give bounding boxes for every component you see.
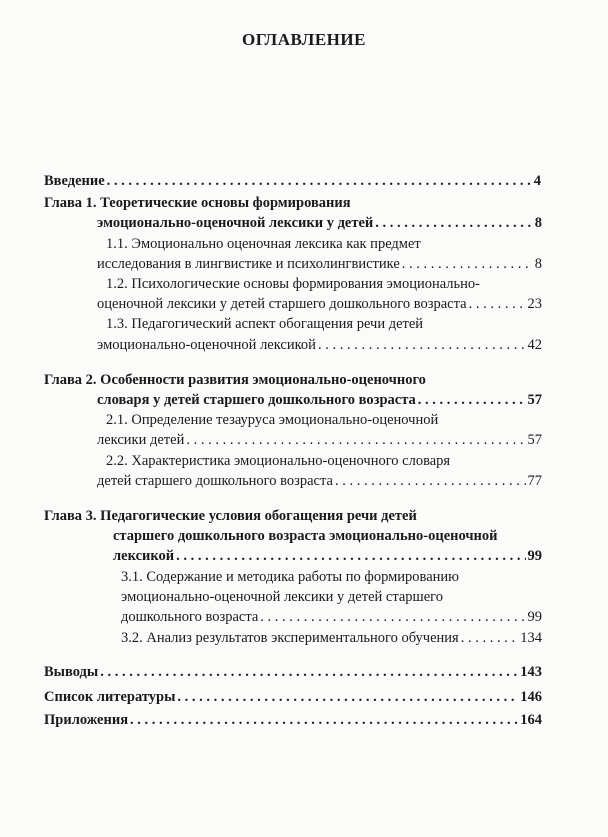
page-title: ОГЛАВЛЕНИЕ (242, 30, 366, 49)
chapter-2-title-line2: словаря у детей старшего дошкольного возраста (97, 392, 416, 408)
toc-entry-page: 146 (520, 689, 542, 705)
dot-leader (335, 472, 526, 490)
toc-entry-section-1-2 (97, 295, 542, 313)
dot-leader (176, 547, 525, 565)
toc-entry-page: 57 (527, 432, 542, 448)
dot-leader (260, 608, 525, 626)
dot-leader (177, 688, 518, 706)
toc-entry-section-3-2 (121, 629, 542, 647)
toc-entry-page: 8 (534, 215, 542, 231)
section-3-2-line1: 3.2. Анализ результатов экспериментального обучения (121, 630, 459, 646)
chapter-3-title-line3: лексикой (113, 548, 175, 564)
toc-entry-references (44, 688, 542, 706)
toc-entry-page: 99 (527, 609, 542, 625)
toc-entry-label: Список литературы (44, 689, 176, 705)
section-1-3-line2: эмоционально-оценочной лексикой (97, 337, 316, 353)
toc-entry-page: 143 (520, 664, 542, 680)
chapter-3-title-line1: Глава 3. Педагогические условия обогащения речи детей (44, 508, 417, 524)
toc-entry-page: 42 (527, 337, 542, 353)
toc-entry-page: 99 (527, 548, 542, 564)
chapter-3-title-line2: старшего дошкольного возраста эмоционально-оценочной (113, 528, 498, 544)
section-3-1-line2: эмоционально-оценочной лексики у детей старшего (121, 589, 443, 605)
section-1-2-line2: оценочной лексики у детей старшего дошкольного возраста (97, 296, 467, 312)
toc-entry-section-2-2 (97, 472, 542, 490)
toc-entry-section-1-3 (97, 336, 542, 354)
dot-leader (418, 391, 526, 409)
toc-entry-chapter-2 (97, 391, 542, 409)
toc-entry-chapter-1 (97, 214, 542, 232)
dot-leader (461, 629, 519, 647)
toc-entry-section-3-1 (121, 608, 542, 626)
dot-leader (130, 711, 518, 729)
section-1-1-line1: 1.1. Эмоционально оценочная лексика как предмет (106, 236, 421, 252)
dot-leader (107, 172, 532, 190)
section-2-1-line1: 2.1. Определение тезауруса эмоционально-оценочной (106, 412, 439, 428)
section-1-3-line1: 1.3. Педагогический аспект обогащения речи детей (106, 316, 424, 332)
toc-entry-appendices (44, 711, 542, 729)
dot-leader (318, 336, 526, 354)
toc-entry-page: 8 (534, 256, 542, 272)
toc-entry-label: Приложения (44, 712, 129, 728)
section-1-1-line2: исследования в лингвистике и психолингвистике (97, 256, 400, 272)
toc-entry-section-1-1 (97, 255, 542, 273)
dot-leader (100, 663, 518, 681)
toc-entry-chapter-3 (113, 547, 542, 565)
section-2-2-line1: 2.2. Характеристика эмоционально-оценочного словаря (106, 453, 451, 469)
chapter-1-title-line1: Глава 1. Теоретические основы формирования (44, 195, 351, 211)
toc-entry-page: 164 (520, 712, 542, 728)
toc-entry-page: 4 (533, 173, 541, 189)
dot-leader (402, 255, 533, 273)
toc-entry-label: Введение (44, 173, 105, 189)
toc-entry-intro (44, 172, 541, 190)
toc-entry-conclusions (44, 663, 542, 681)
section-3-1-line1: 3.1. Содержание и методика работы по формированию (121, 569, 459, 585)
section-3-1-line3: дошкольного возраста (121, 609, 259, 625)
chapter-2-title-line1: Глава 2. Особенности развития эмоционально-оценочного (44, 372, 426, 388)
toc-entry-section-2-1 (97, 431, 542, 449)
section-1-2-line1: 1.2. Психологические основы формирования эмоционально- (106, 276, 480, 292)
section-2-1-line2: лексики детей (97, 432, 185, 448)
chapter-1-title-line2: эмоционально-оценочной лексики у детей (97, 215, 374, 231)
dot-leader (469, 295, 526, 313)
dot-leader (186, 431, 525, 449)
toc-entry-page: 23 (527, 296, 542, 312)
toc-entry-page: 134 (520, 630, 542, 646)
toc-entry-label: Выводы (44, 664, 99, 680)
toc-entry-page: 77 (527, 473, 542, 489)
section-2-2-line2: детей старшего дошкольного возраста (97, 473, 333, 489)
toc-entry-page: 57 (527, 392, 542, 408)
dot-leader (375, 214, 532, 232)
